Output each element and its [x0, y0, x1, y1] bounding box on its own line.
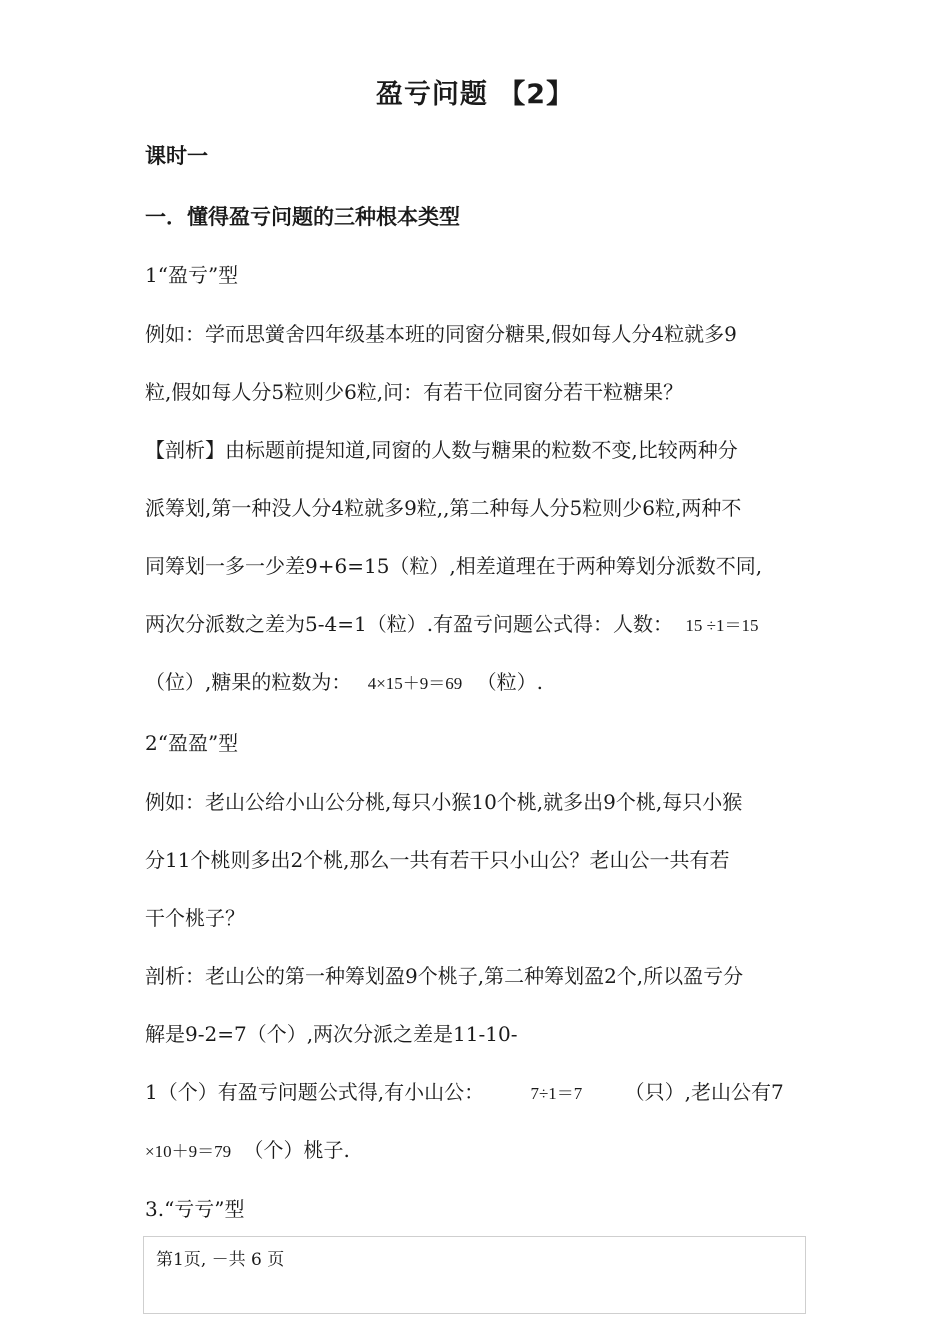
type1-analysis-line: 【剖析】由标题前提知道,同窗的人数与糖果的粒数不变,比较两种分	[145, 438, 738, 462]
section-heading: 一．懂得盈亏问题的三种根本类型	[145, 205, 460, 229]
type1-example-line: 例如：学而思黉舍四年级基本班的同窗分糖果,假如每人分4粒就多9	[145, 322, 737, 346]
type1-analysis-line: 派筹划,第一种没人分4粒就多9粒,,第二种每人分5粒则少6粒,两种不	[145, 496, 742, 520]
type1-analysis-line	[145, 610, 759, 640]
analysis-text: （位）,糖果的粒数为：	[145, 670, 352, 694]
type3-heading: 3.“亏亏”型	[145, 1197, 245, 1221]
analysis-text: （只）,老山公有7	[624, 1080, 784, 1104]
page-number: 第1页, －共 6 页	[156, 1250, 285, 1270]
type2-analysis-line: 解是9-2=7（个）,两次分派之差是11-10-	[145, 1022, 518, 1046]
type1-heading: 1“盈亏”型	[145, 263, 239, 287]
type2-example-line: 干个桃子？	[145, 906, 245, 930]
formula: 4×15＋9＝69	[367, 674, 463, 693]
type1-analysis-line: 同筹划一多一少差9+6=15（粒）,相差道理在于两种筹划分派数不同,	[145, 554, 763, 578]
analysis-text: 1（个）有盈亏问题公式得,有小山公：	[145, 1080, 485, 1104]
type2-heading: 2“盈盈”型	[145, 731, 239, 755]
page-title: 盈亏问题 【2】	[375, 79, 575, 110]
type2-analysis-line	[145, 1136, 350, 1166]
type1-analysis-line	[145, 668, 543, 698]
type2-analysis-line: 剖析：老山公的第一种筹划盈9个桃子,第二种筹划盈2个,所以盈亏分	[145, 964, 744, 988]
formula: 7÷1＝7	[530, 1084, 583, 1103]
type2-example-line: 例如：老山公给小山公分桃,每只小猴10个桃,就多出9个桃,每只小猴	[145, 790, 743, 814]
formula: 15 ÷1＝15	[685, 616, 759, 635]
analysis-text: （个）桃子.	[243, 1138, 350, 1162]
type1-example-line: 粒,假如每人分5粒则少6粒,问：有若干位同窗分若干粒糖果？	[145, 380, 684, 404]
analysis-text: （粒）.	[476, 670, 544, 694]
formula: ×10＋9＝79	[145, 1142, 232, 1161]
type2-example-line: 分11个桃则多出2个桃,那么一共有若干只小山公？老山公一共有若	[145, 848, 730, 872]
analysis-text: 两次分派数之差为5-4=1（粒）.有盈亏问题公式得：人数：	[145, 612, 674, 636]
type2-analysis-line	[145, 1078, 784, 1108]
lesson-heading: 课时一	[145, 144, 208, 168]
page-footer	[143, 1236, 806, 1314]
